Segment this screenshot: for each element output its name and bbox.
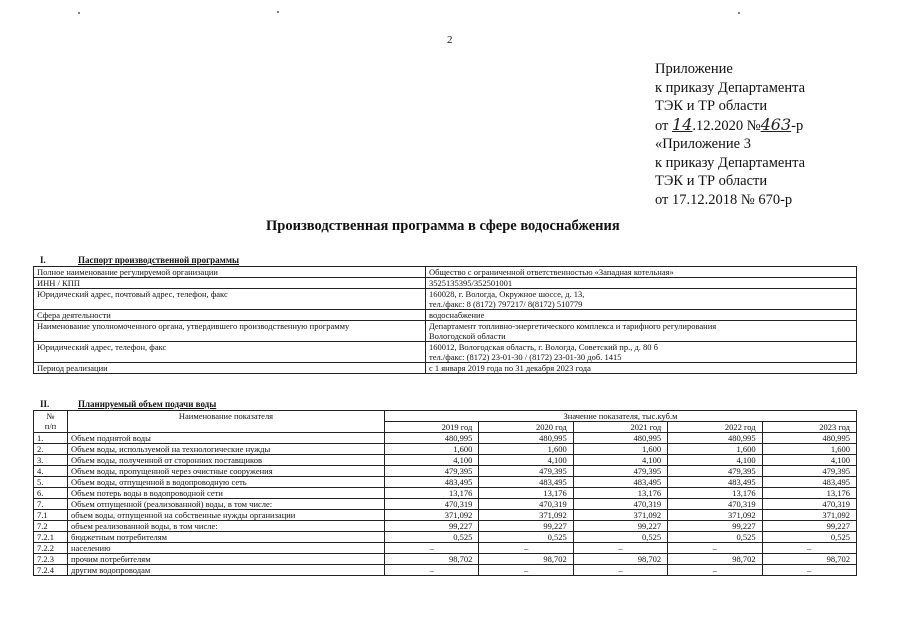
value-cell: 98,702: [479, 554, 573, 565]
value-cell: 480,995: [479, 433, 573, 444]
water-volume-table: [33, 410, 857, 576]
value-cell: 371,092: [479, 510, 573, 521]
row-number: 7.: [34, 499, 68, 510]
passport-label: Полное наименование регулируемой организации: [34, 267, 426, 278]
passport-table: [33, 266, 857, 374]
table-row: [34, 554, 857, 565]
section-1-heading: I. Паспорт производственной программы: [40, 255, 239, 265]
value-cell: 13,176: [573, 488, 667, 499]
column-header-year: 2023 год: [762, 422, 856, 433]
value-cell: 480,995: [762, 433, 856, 444]
indicator-name: Объем воды, используемой на технологические нужды: [68, 444, 385, 455]
passport-value: 3525135395/352501001: [426, 278, 857, 289]
value-cell: 483,495: [762, 477, 856, 488]
value-cell: 480,995: [668, 433, 762, 444]
value-cell: 480,995: [573, 433, 667, 444]
value-cell: 99,227: [385, 521, 479, 532]
row-number: 7.1: [34, 510, 68, 521]
scan-speck: [277, 11, 279, 13]
appendix-line: к приказу Департамента: [655, 154, 806, 171]
passport-value: 160012, Вологодская область, г. Вологда, Советский пр., д. 80 б тел./факс: (8172) 23-01-30 / (8172) 23-01-30 доб. 1415: [426, 342, 857, 363]
table-row: [34, 321, 857, 342]
value-cell: –: [573, 565, 667, 576]
row-number: 3.: [34, 455, 68, 466]
column-header-indicator: Наименование показателя: [68, 411, 385, 433]
value-cell: –: [668, 543, 762, 554]
value-cell: –: [479, 565, 573, 576]
value-cell: 0,525: [385, 532, 479, 543]
table-row: [34, 532, 857, 543]
passport-value: Департамент топливно-энергетического комплекса и тарифного регулирования Вологодской области: [426, 321, 857, 342]
value-cell: 470,319: [479, 499, 573, 510]
row-number: 7.2.3: [34, 554, 68, 565]
passport-value: 160028, г. Вологда, Окружное шоссе, д. 13, тел./факс: 8 (8172) 797217/ 8(8172) 510779: [426, 289, 857, 310]
appendix-line: от 17.12.2018 № 670-р: [655, 191, 793, 208]
appendix-line: «Приложение 3: [655, 136, 751, 152]
table-row: [34, 278, 857, 289]
appendix-line: ТЭК и ТР области: [655, 173, 768, 189]
indicator-name: Объем воды, пропущенной через очистные сооружения: [68, 466, 385, 477]
section-2-heading: II. Планируемый объем подачи воды: [40, 399, 217, 409]
value-cell: –: [385, 565, 479, 576]
column-header-year: 2021 год: [573, 422, 667, 433]
indicator-name: Объем отпущенной (реализованной) воды, в том числе:: [68, 499, 385, 510]
table-row: [34, 363, 857, 374]
passport-value: Общество с ограниченной ответственностью «Западная котельная»: [426, 267, 857, 278]
table-row: [34, 433, 857, 444]
table-row: [34, 455, 857, 466]
value-cell: 0,525: [668, 532, 762, 543]
appendix-line: Приложение: [655, 61, 733, 77]
row-number: 7.2.4: [34, 565, 68, 576]
value-cell: 4,100: [479, 455, 573, 466]
handwritten-day: 14: [672, 114, 693, 134]
value-cell: –: [385, 543, 479, 554]
value-cell: –: [762, 543, 856, 554]
indicator-name: населению: [68, 543, 385, 554]
value-cell: 98,702: [385, 554, 479, 565]
passport-label: Наименование уполномоченного органа, утвердившего производственную программу: [34, 321, 426, 342]
table-header-row: [34, 411, 857, 422]
passport-label: Юридический адрес, телефон, факс: [34, 342, 426, 363]
value-cell: 4,100: [762, 455, 856, 466]
appendix-note: [655, 60, 805, 209]
value-cell: 1,600: [668, 444, 762, 455]
value-cell: 4,100: [385, 455, 479, 466]
indicator-name: Объем поднятой воды: [68, 433, 385, 444]
column-header-year: 2019 год: [385, 422, 479, 433]
value-cell: 98,702: [573, 554, 667, 565]
row-number: 4.: [34, 466, 68, 477]
passport-label: Сфера деятельности: [34, 310, 426, 321]
value-cell: 1,600: [479, 444, 573, 455]
value-cell: 13,176: [479, 488, 573, 499]
value-cell: 371,092: [668, 510, 762, 521]
column-header-year: 2020 год: [479, 422, 573, 433]
table-row: [34, 444, 857, 455]
value-cell: 99,227: [668, 521, 762, 532]
value-cell: 371,092: [762, 510, 856, 521]
value-cell: 479,395: [668, 466, 762, 477]
value-cell: 470,319: [762, 499, 856, 510]
table-row: [34, 488, 857, 499]
appendix-line-order-date: от 14.12.2020 №463-р: [655, 114, 804, 134]
value-cell: 98,702: [668, 554, 762, 565]
passport-value: с 1 января 2019 года по 31 декабря 2023 года: [426, 363, 857, 374]
table-row: [34, 342, 857, 363]
value-cell: 483,495: [573, 477, 667, 488]
value-cell: 99,227: [479, 521, 573, 532]
scan-speck: [78, 12, 80, 14]
passport-label: Юридический адрес, почтовый адрес, телефон, факс: [34, 289, 426, 310]
indicator-name: Объем воды, полученной от сторонних поставщиков: [68, 455, 385, 466]
value-cell: 4,100: [668, 455, 762, 466]
value-cell: –: [762, 565, 856, 576]
value-cell: 0,525: [479, 532, 573, 543]
value-cell: 470,319: [385, 499, 479, 510]
scan-speck: [738, 12, 740, 14]
value-cell: 470,319: [668, 499, 762, 510]
indicator-name: Объем воды, отпущенной в водопроводную сеть: [68, 477, 385, 488]
appendix-line: ТЭК и ТР области: [655, 98, 768, 114]
table-row: [34, 267, 857, 278]
value-cell: 0,525: [573, 532, 667, 543]
value-cell: 13,176: [385, 488, 479, 499]
handwritten-number: 463: [760, 114, 792, 134]
column-header-number: № п/п: [34, 411, 68, 433]
value-cell: –: [573, 543, 667, 554]
value-cell: 479,395: [385, 466, 479, 477]
table-row: [34, 289, 857, 310]
value-cell: 470,319: [573, 499, 667, 510]
row-number: 7.2.2: [34, 543, 68, 554]
value-cell: 98,702: [762, 554, 856, 565]
table-row: [34, 565, 857, 576]
column-header-year: 2022 год: [668, 422, 762, 433]
value-cell: 371,092: [385, 510, 479, 521]
value-cell: 483,495: [479, 477, 573, 488]
table-row: [34, 477, 857, 488]
row-number: 6.: [34, 488, 68, 499]
value-cell: 483,495: [385, 477, 479, 488]
value-cell: 99,227: [762, 521, 856, 532]
value-cell: 479,395: [573, 466, 667, 477]
value-cell: 1,600: [385, 444, 479, 455]
table-row: [34, 499, 857, 510]
indicator-name: прочим потребителям: [68, 554, 385, 565]
passport-value: водоснабжение: [426, 310, 857, 321]
appendix-line: к приказу Департамента: [655, 79, 806, 96]
value-cell: 99,227: [573, 521, 667, 532]
row-number: 1.: [34, 433, 68, 444]
row-number: 5.: [34, 477, 68, 488]
table-row: [34, 510, 857, 521]
indicator-name: другим водопроводам: [68, 565, 385, 576]
row-number: 7.2: [34, 521, 68, 532]
passport-label: ИНН / КПП: [34, 278, 426, 289]
value-cell: 13,176: [668, 488, 762, 499]
table-row: [34, 310, 857, 321]
value-cell: 483,495: [668, 477, 762, 488]
indicator-name: бюджетным потребителям: [68, 532, 385, 543]
value-cell: 1,600: [762, 444, 856, 455]
passport-label: Период реализации: [34, 363, 426, 374]
table-row: [34, 466, 857, 477]
row-number: 7.2.1: [34, 532, 68, 543]
value-cell: 1,600: [573, 444, 667, 455]
value-cell: 371,092: [573, 510, 667, 521]
column-header-value-group: Значение показателя, тыс.куб.м: [385, 411, 857, 422]
page-number: 2: [447, 34, 453, 46]
value-cell: 480,995: [385, 433, 479, 444]
value-cell: –: [479, 543, 573, 554]
indicator-name: объем воды, отпущенной на собственные нужды организации: [68, 510, 385, 521]
value-cell: 4,100: [573, 455, 667, 466]
value-cell: 479,395: [479, 466, 573, 477]
value-cell: 479,395: [762, 466, 856, 477]
row-number: 2.: [34, 444, 68, 455]
value-cell: 0,525: [762, 532, 856, 543]
table-row: [34, 521, 857, 532]
document-title: Производственная программа в сфере водоснабжения: [266, 218, 620, 234]
value-cell: –: [668, 565, 762, 576]
indicator-name: Объем потерь воды в водопроводной сети: [68, 488, 385, 499]
indicator-name: объем реализованной воды, в том числе:: [68, 521, 385, 532]
table-row: [34, 543, 857, 554]
value-cell: 13,176: [762, 488, 856, 499]
